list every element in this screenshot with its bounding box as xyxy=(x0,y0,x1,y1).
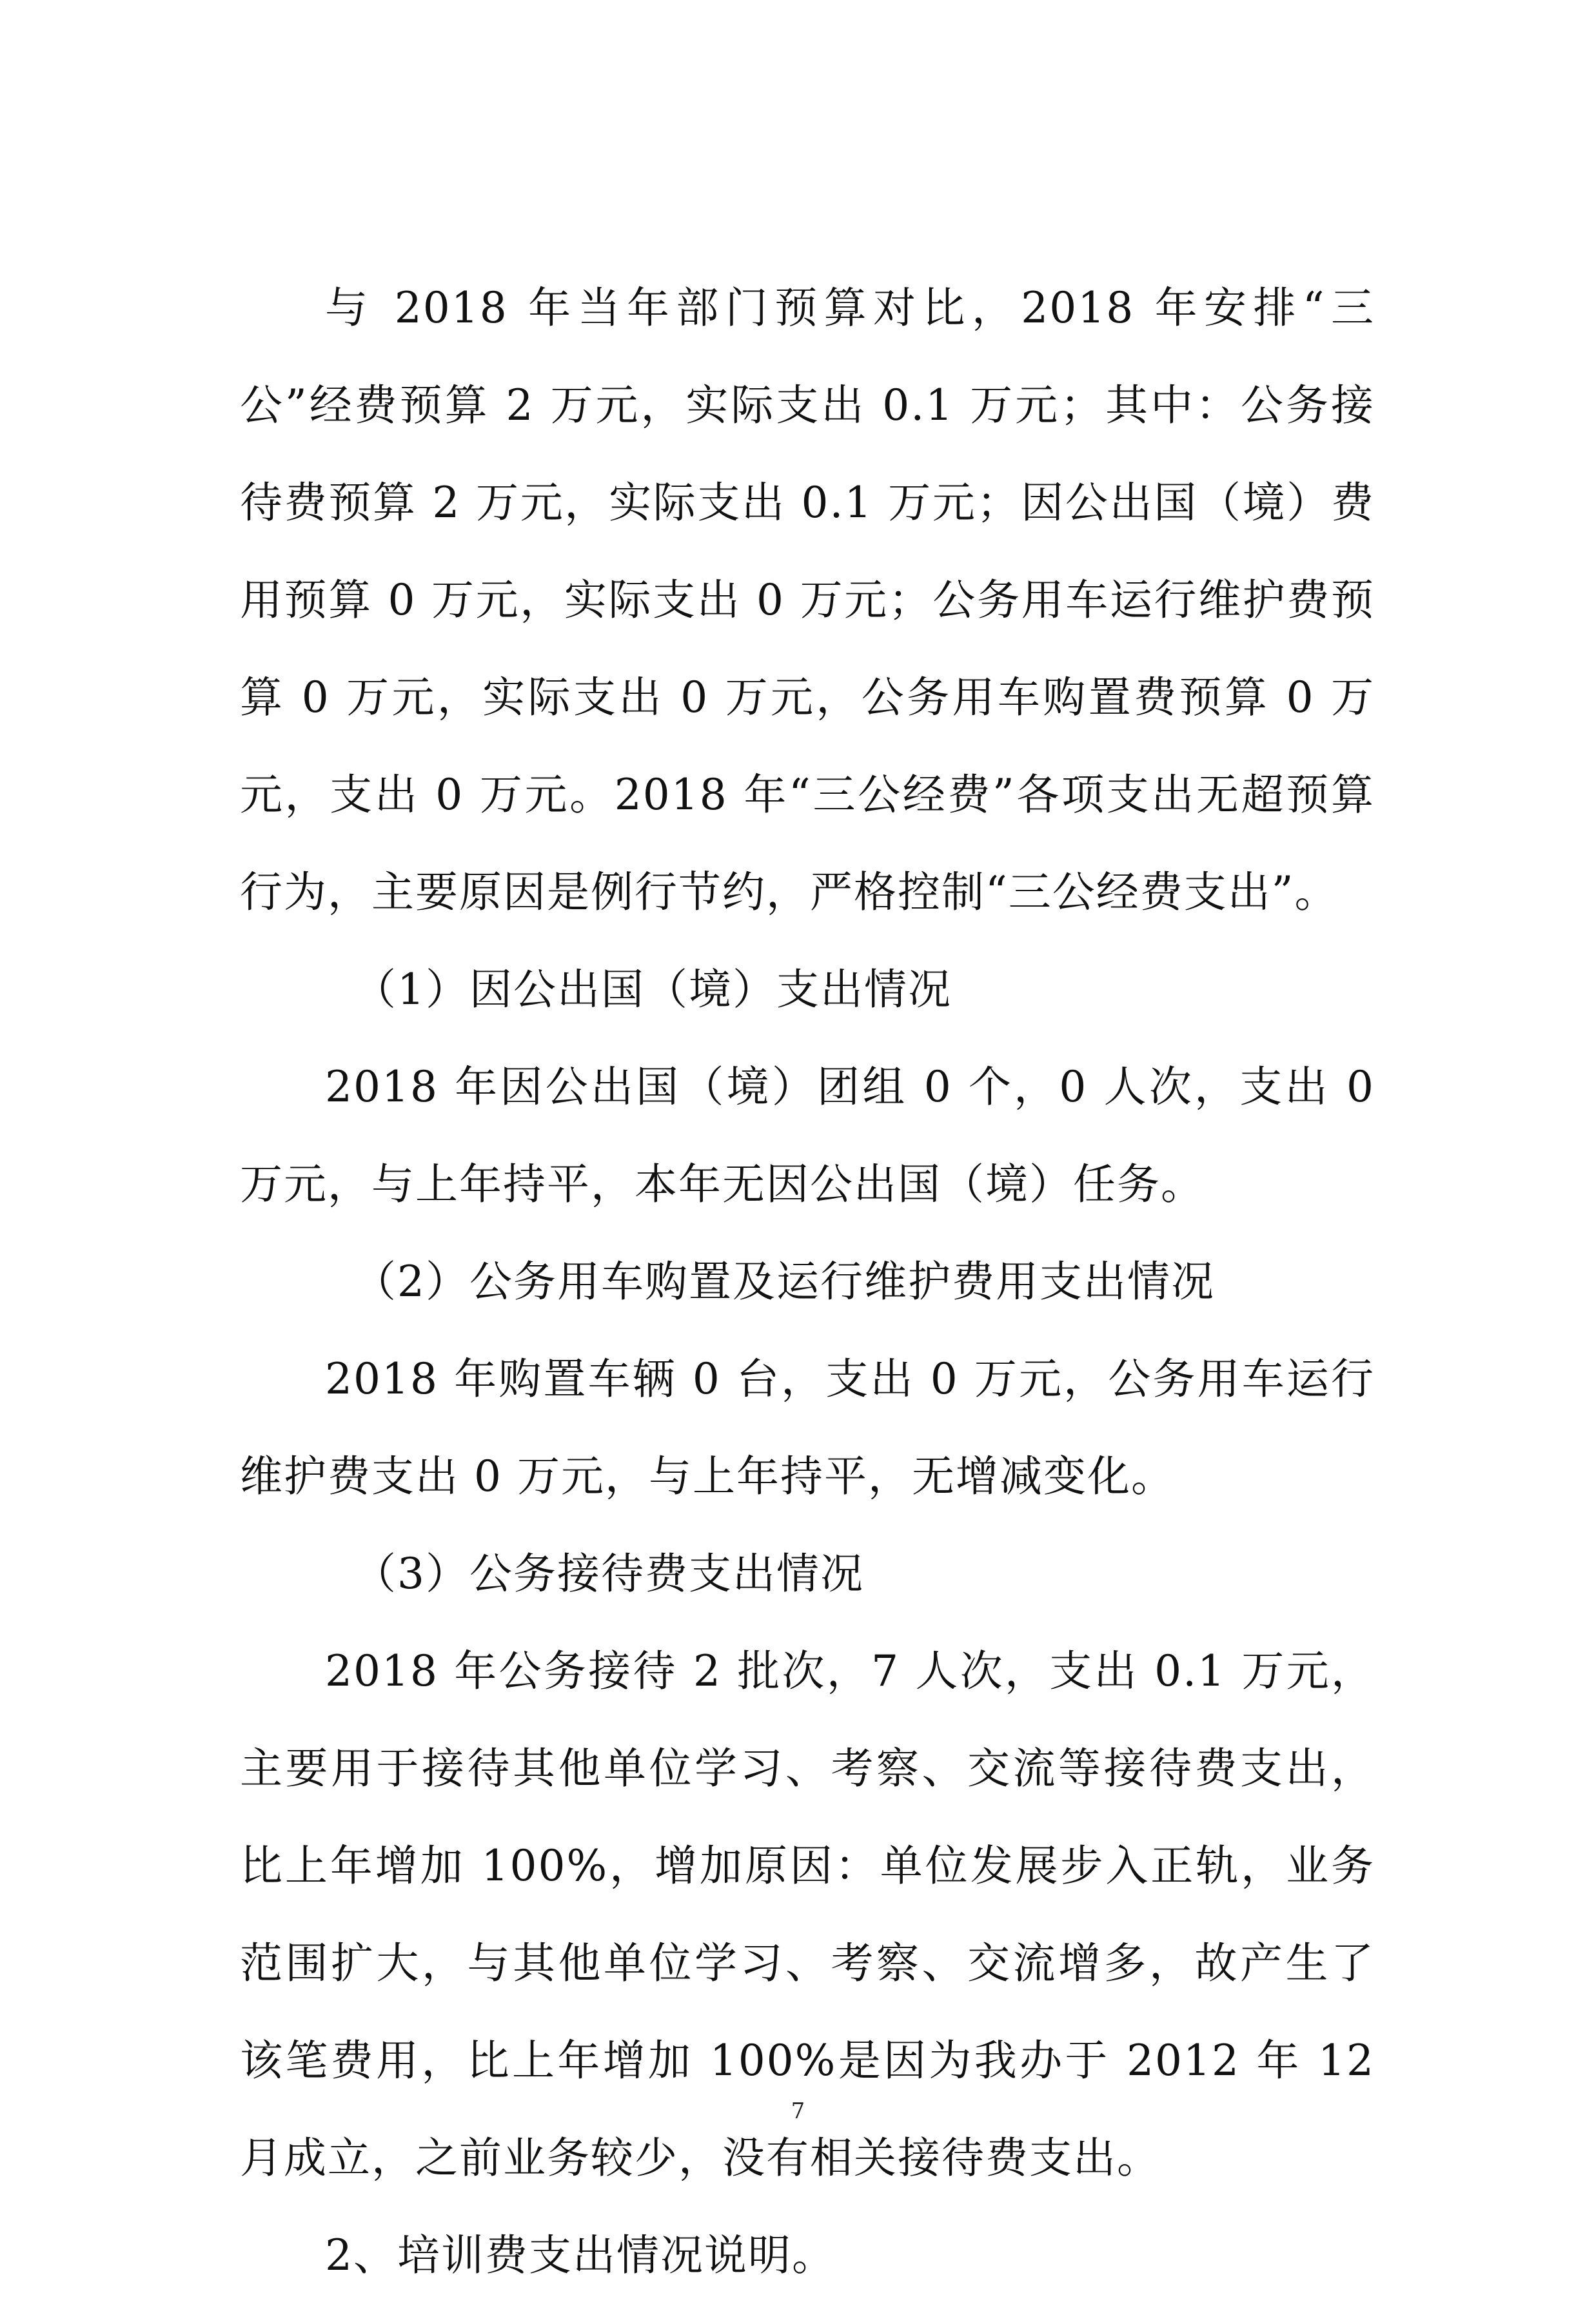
heading-overseas-expenditure: （1）因公出国（境）支出情况 xyxy=(353,965,952,1014)
document-body xyxy=(240,259,1375,2304)
paragraph-vehicle-expenditure: 2018 年购置车辆 0 台，支出 0 万元，公务用车运行维护费支出 0 万元，与上年持平，无增减变化。 xyxy=(240,1354,1375,1501)
paragraph-reception-expenditure: 2018 年公务接待 2 批次，7 人次，支出 0.1 万元，主要用于接待其他单位学习、考察、交流等接待费支出，比上年增加 100%，增加原因：单位发展步入正轨，业务范围扩大，与其他单位学习、考察、交流增多，故产生了该笔费用，比上年增加 100%是因为我办于 2012 年 12 月成立，之前业务较少，没有相关接待费支出。 xyxy=(240,1646,1375,2183)
heading-vehicle-expenditure: （2）公务用车购置及运行维护费用支出情况 xyxy=(353,1257,1215,1306)
paragraph-three-public-budget-comparison: 与 2018 年当年部门预算对比，2018 年安排“三公”经费预算 2 万元，实际支出 0.1 万元；其中：公务接待费预算 2 万元，实际支出 0.1 万元；因公出国（境）费用预算 0 万元，实际支出 0 万元；公务用车运行维护费预算 0 万元，实际支出 0 万元，公务用车购置费预算 0 万元，支出 0 万元。2018 年“三公经费”各项支出无超预算行为，主要原因是例行节约，严格控制“三公经费支出”。 xyxy=(240,283,1375,917)
paragraph-overseas-expenditure: 2018 年因公出国（境）团组 0 个，0 人次，支出 0 万元，与上年持平，本年无因公出国（境）任务。 xyxy=(240,1062,1375,1209)
paragraph-training-expenditure: 2、培训费支出情况说明。 xyxy=(325,2230,836,2280)
page-number: 7 xyxy=(791,2098,805,2124)
heading-reception-expenditure: （3）公务接待费支出情况 xyxy=(353,1549,864,1599)
